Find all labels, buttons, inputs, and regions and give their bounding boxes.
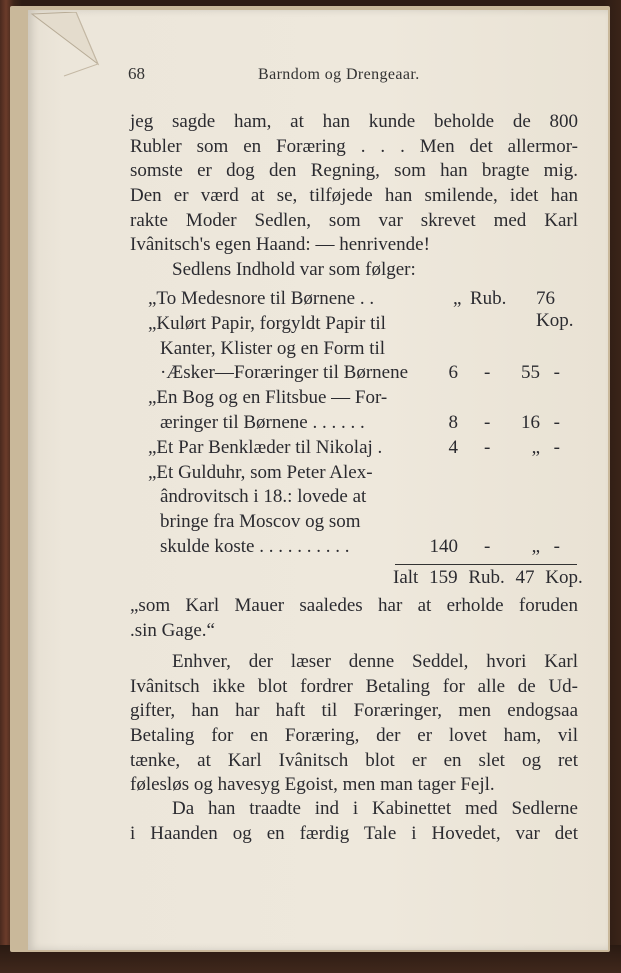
ledger-description: skulde koste . . . . . . . . . . <box>160 535 350 557</box>
ledger-row <box>148 412 580 437</box>
text-line: Ivânitsch's egen Haand: — henrivende! <box>130 234 430 256</box>
ledger-description: ·Æsker—Foræringer til Børnene <box>160 362 409 384</box>
ledger-rub-amount: 4 <box>448 436 458 458</box>
ledger-ditto: „ <box>453 288 462 309</box>
ledger-kop-dash: - <box>553 362 560 384</box>
paragraph-1 <box>130 110 578 258</box>
text-line: gifter, han har haft til Foræringer, men endogsaa <box>130 700 578 722</box>
text-line: Rubler som en Foræring . . . Men det allermor- <box>130 135 578 157</box>
ledger-kop-unit: Kop. <box>536 310 574 331</box>
ledger-kop-amount: „ <box>531 436 540 458</box>
total-label: Ialt <box>393 567 419 588</box>
ledger-rub-amount: 140 <box>429 535 458 557</box>
ledger-rub-amount: 8 <box>448 411 458 433</box>
ledger-description: „Et Par Benklæder til Nikolaj . <box>148 436 383 458</box>
paragraph-5 <box>130 797 578 846</box>
ledger-kop-amount: „ <box>531 535 540 557</box>
ledger-row <box>148 338 580 363</box>
text-line: Sedlens Indhold var som følger: <box>172 259 416 280</box>
total-amount: 159 <box>429 567 458 588</box>
ledger-kop-dash: - <box>553 535 560 557</box>
ledger-dash: - <box>484 535 491 557</box>
paragraph-2 <box>130 258 578 283</box>
text-line: .sin Gage.“ <box>130 619 215 641</box>
paragraph-3 <box>130 594 578 643</box>
ledger-row <box>148 437 580 462</box>
ledger-row <box>148 362 580 387</box>
ledger-description: bringe fra Moscov og som <box>160 511 361 533</box>
ledger-description: „To Medesnore til Børnene . . <box>148 288 375 309</box>
ledger-description: ândrovitsch i 18.: lovede at <box>160 486 367 508</box>
ledger-rub-amount: 6 <box>448 362 458 384</box>
ledger-rub-unit: Rub. <box>470 288 507 309</box>
text-line: tænke, at Karl Ivânitsch blot er en slet og ret <box>130 749 578 771</box>
ledger-row <box>148 462 580 487</box>
ledger-kop-dash: - <box>553 436 560 458</box>
total-kop: Kop. <box>545 567 583 588</box>
ledger-row <box>148 486 580 511</box>
ledger-kop-amount: 16 <box>521 411 540 433</box>
text-line: følesløs og havesyg Egoist, men man tager Fejl. <box>130 774 495 796</box>
sum-rule <box>395 564 577 565</box>
ledger-row <box>148 387 580 412</box>
bill-total <box>393 567 589 589</box>
text-line: „som Karl Mauer saaledes har at erholde foruden <box>130 595 578 616</box>
ledger-kop-amount: 55 <box>521 362 540 384</box>
ledger-kop-value: 76 <box>536 288 555 309</box>
text-line: rakte Moder Sedlen, som var skrevet med Karl <box>130 209 578 231</box>
text-line: Betaling for en Foræring, der er lovet ham, vil <box>130 725 578 747</box>
total-rub: Rub. <box>468 567 505 588</box>
bill-ledger <box>148 288 580 561</box>
text-line: Da han traadte ind i Kabinettet med Sedlerne <box>172 798 578 819</box>
ledger-row <box>148 313 580 338</box>
paragraph-4 <box>130 650 578 798</box>
page-header <box>0 64 621 88</box>
text-line: Ivânitsch ikke blot fordrer Betaling for alle de Ud- <box>130 675 578 697</box>
ledger-row <box>148 536 580 561</box>
ledger-row <box>148 511 580 536</box>
text-line: Den er værd at se, tilføjede han smilende, idet han <box>130 185 578 207</box>
ledger-description: æringer til Børnene . . . . . . <box>160 411 365 433</box>
ledger-description: „Kulørt Papir, forgyldt Papir til <box>148 312 386 334</box>
total-kop-amount: 47 <box>515 567 535 588</box>
ledger-kop-dash: - <box>553 411 560 433</box>
text-line: Enhver, der læser denne Seddel, hvori Karl <box>172 651 578 672</box>
ledger-dash: - <box>484 411 491 433</box>
ledger-dash: - <box>484 362 491 384</box>
ledger-description: Kanter, Klister og en Form til <box>160 337 386 359</box>
ledger-description: „Et Gulduhr, som Peter Alex- <box>148 461 373 483</box>
ledger-dash: - <box>484 436 491 458</box>
text-line: i Haanden og en færdig Tale i Hovedet, var det <box>130 822 578 844</box>
ledger-description: „En Bog og en Flitsbue — For- <box>148 387 388 409</box>
page-number: 68 <box>128 64 145 83</box>
text-line: jeg sagde ham, at han kunde beholde de 800 <box>130 111 578 132</box>
running-head: Barndom og Drengeaar. <box>258 66 420 83</box>
text-line: somste er dog den Regning, som han bragte mig. <box>130 160 578 182</box>
